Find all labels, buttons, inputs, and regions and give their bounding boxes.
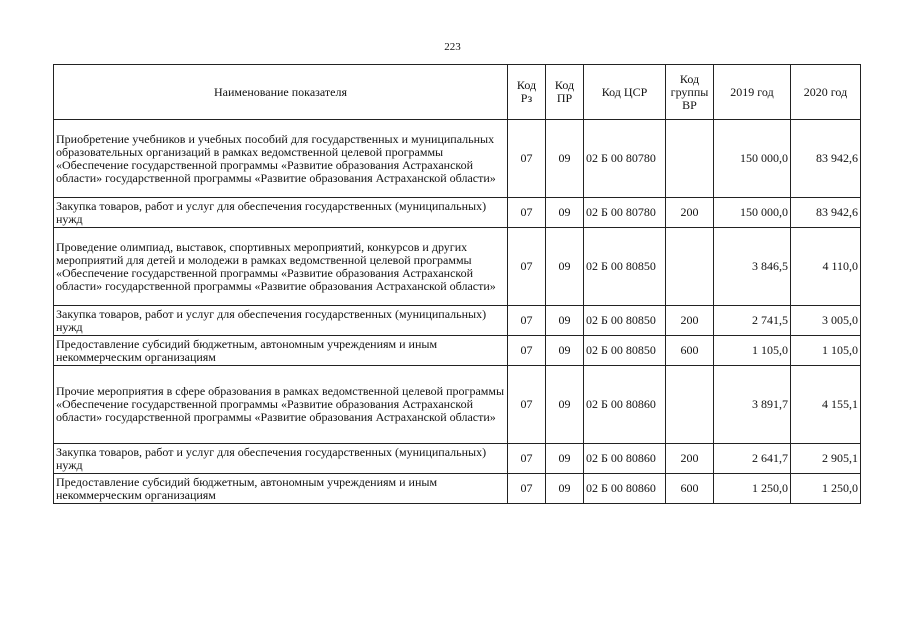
- header-rz: [508, 65, 546, 120]
- row-pr: 09: [546, 306, 584, 336]
- row-rz: 07: [508, 198, 546, 228]
- row-2020: 1 250,0: [791, 474, 861, 504]
- row-name: Прочие мероприятия в сфере образования в рамках ведомственной целевой программы «Обеспечение государственной программы «Развитие образования Астраханской области» государственной программы «Развитие образования Астраханской области»: [54, 366, 508, 444]
- row-rz: 07: [508, 366, 546, 444]
- row-rz: 07: [508, 120, 546, 198]
- row-name: Закупка товаров, работ и услуг для обеспечения государственных (муниципальных) нужд: [54, 306, 508, 336]
- row-pr: 09: [546, 336, 584, 366]
- budget-table: [53, 64, 861, 504]
- row-vr: 600: [666, 474, 714, 504]
- row-2020: 4 155,1: [791, 366, 861, 444]
- row-2019: 2 641,7: [714, 444, 791, 474]
- row-2020: 3 005,0: [791, 306, 861, 336]
- row-rz: 07: [508, 306, 546, 336]
- row-2019: 3 846,5: [714, 228, 791, 306]
- row-2020: 2 905,1: [791, 444, 861, 474]
- header-2020: 2020 год: [791, 65, 861, 120]
- header-row: [54, 65, 861, 120]
- row-2020: 1 105,0: [791, 336, 861, 366]
- table-row: [54, 336, 861, 366]
- header-csr: Код ЦСР: [584, 65, 666, 120]
- row-csr: 02 Б 00 80860: [584, 444, 666, 474]
- row-pr: 09: [546, 120, 584, 198]
- row-csr: 02 Б 00 80780: [584, 198, 666, 228]
- row-2019: 1 250,0: [714, 474, 791, 504]
- row-rz: 07: [508, 474, 546, 504]
- row-2020: 83 942,6: [791, 198, 861, 228]
- table-row: [54, 306, 861, 336]
- header-vr-line2: группы: [670, 84, 709, 99]
- row-2019: 150 000,0: [714, 198, 791, 228]
- header-vr-line1: Код: [679, 71, 700, 86]
- header-pr-line2: ПР: [556, 91, 573, 105]
- row-rz: 07: [508, 444, 546, 474]
- table-row: [54, 198, 861, 228]
- row-csr: 02 Б 00 80860: [584, 474, 666, 504]
- header-rz-line2: Рз: [520, 91, 533, 105]
- row-vr: 200: [666, 306, 714, 336]
- row-2019: 1 105,0: [714, 336, 791, 366]
- page-number: 223: [444, 41, 461, 53]
- table-row: [54, 444, 861, 474]
- table-row: [54, 120, 861, 198]
- row-pr: 09: [546, 366, 584, 444]
- row-vr: 200: [666, 444, 714, 474]
- row-name: Закупка товаров, работ и услуг для обеспечения государственных (муниципальных) нужд: [54, 198, 508, 228]
- row-vr: [666, 366, 714, 444]
- row-vr: [666, 228, 714, 306]
- row-2019: 150 000,0: [714, 120, 791, 198]
- row-name: Проведение олимпиад, выставок, спортивных мероприятий, конкурсов и других мероприятий для детей и молодежи в рамках ведомственной целевой программы «Обеспечение государственной программы «Развитие образования Астраханской области» государственной программы «Развитие образования Астраханской области»: [54, 228, 508, 306]
- row-vr: [666, 120, 714, 198]
- table-row: [54, 474, 861, 504]
- row-rz: 07: [508, 228, 546, 306]
- row-2019: 2 741,5: [714, 306, 791, 336]
- row-csr: 02 Б 00 80850: [584, 336, 666, 366]
- header-rz-line1: Код: [516, 78, 537, 92]
- header-name: Наименование показателя: [54, 65, 508, 120]
- header-vr-line3: ВР: [682, 97, 697, 112]
- row-vr: 200: [666, 198, 714, 228]
- row-name: Предоставление субсидий бюджетным, автономным учреждениям и иным некоммерческим организациям: [54, 336, 508, 366]
- row-csr: 02 Б 00 80780: [584, 120, 666, 198]
- row-pr: 09: [546, 198, 584, 228]
- header-2019: 2019 год: [714, 65, 791, 120]
- row-csr: 02 Б 00 80860: [584, 366, 666, 444]
- row-2020: 4 110,0: [791, 228, 861, 306]
- table-row: [54, 366, 861, 444]
- row-name: Закупка товаров, работ и услуг для обеспечения государственных (муниципальных) нужд: [54, 444, 508, 474]
- row-pr: 09: [546, 228, 584, 306]
- row-csr: 02 Б 00 80850: [584, 228, 666, 306]
- header-vr: [666, 65, 714, 120]
- table-row: [54, 228, 861, 306]
- row-name: Предоставление субсидий бюджетным, автономным учреждениям и иным некоммерческим организациям: [54, 474, 508, 504]
- row-2019: 3 891,7: [714, 366, 791, 444]
- header-pr: [546, 65, 584, 120]
- header-pr-line1: Код: [554, 78, 575, 92]
- row-csr: 02 Б 00 80850: [584, 306, 666, 336]
- row-2020: 83 942,6: [791, 120, 861, 198]
- row-pr: 09: [546, 444, 584, 474]
- row-vr: 600: [666, 336, 714, 366]
- row-name: Приобретение учебников и учебных пособий для государственных и муниципальных образовательных организаций в рамках ведомственной целевой программы «Обеспечение государственной программы «Развитие образования Астраханской области» государственной программы «Развитие образования Астраханской области»: [54, 120, 508, 198]
- row-pr: 09: [546, 474, 584, 504]
- row-rz: 07: [508, 336, 546, 366]
